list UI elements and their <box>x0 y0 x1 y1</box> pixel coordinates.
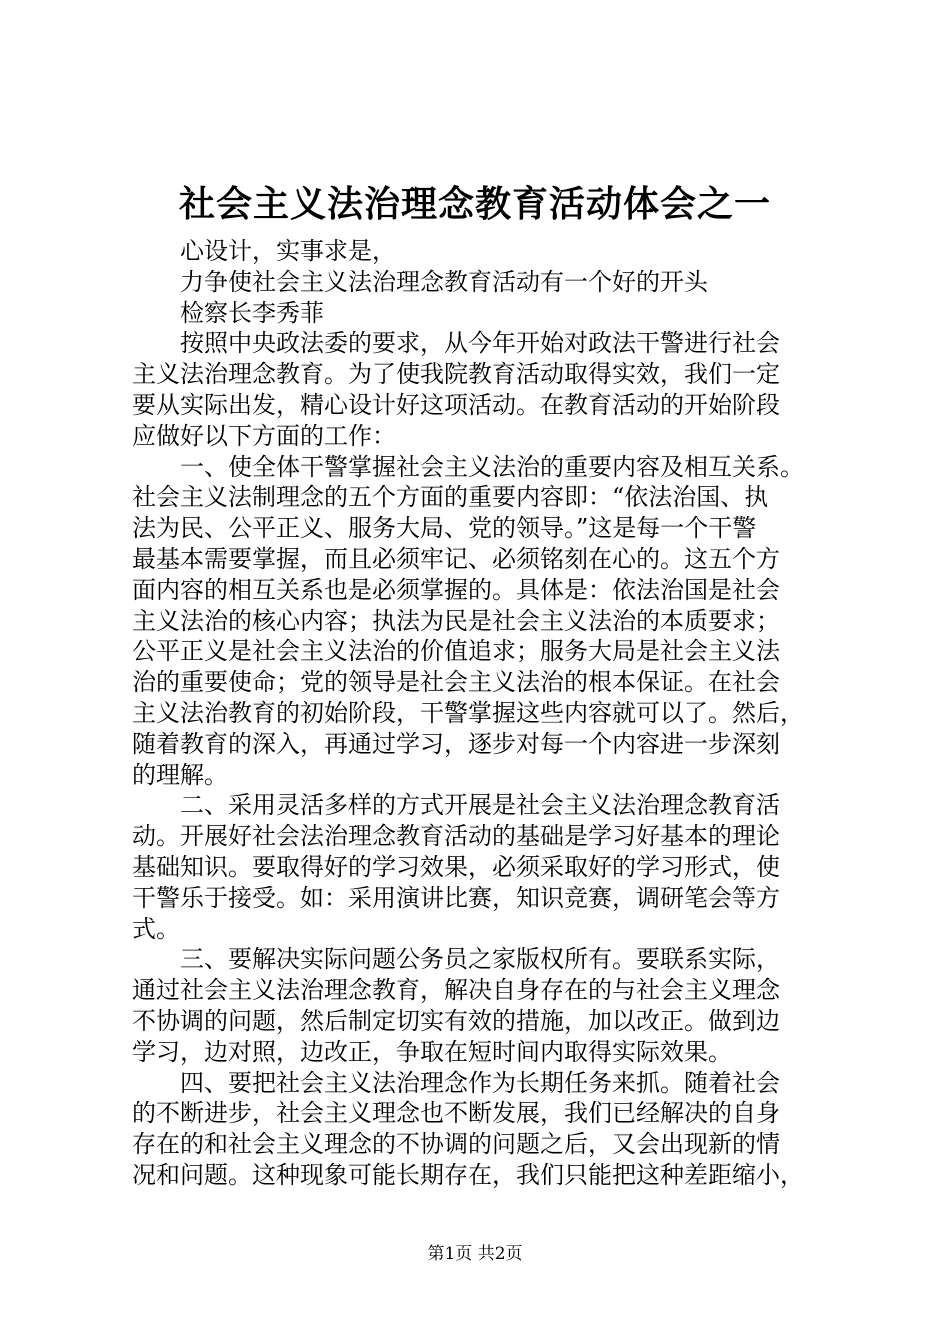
text-line: 要从实际出发，精心设计好这项活动。在教育活动的开始阶段 <box>132 390 780 419</box>
text-line: 的理解。 <box>132 760 228 789</box>
text-line: 三、要解决实际问题公务员之家版权所有。要联系实际， <box>180 945 780 974</box>
text-line: 应做好以下方面的工作： <box>132 421 396 450</box>
text-line: 基础知识。要取得好的学习效果，必须采取好的学习形式，使 <box>132 852 780 881</box>
text-line: 最基本需要掌握，而且必须牢记、必须铭刻在心的。这五个方 <box>132 544 780 573</box>
text-line: 主义法治教育的初始阶段，干警掌握这些内容就可以了。然后， <box>132 698 804 727</box>
text-line: 四、要把社会主义法治理念作为长期任务来抓。随着社会 <box>180 1068 780 1097</box>
text-line: 存在的和社会主义理念的不协调的问题之后，又会出现新的情 <box>132 1130 780 1159</box>
text-line: 按照中央政法委的要求，从今年开始对政法干警进行社会 <box>180 329 780 358</box>
text-line: 通过社会主义法治理念教育，解决自身存在的与社会主义理念 <box>132 976 780 1005</box>
text-line: 治的重要使命；党的领导是社会主义法治的根本保证。在社会 <box>132 668 780 697</box>
text-line: 动。开展好社会法治理念教育活动的基础是学习好基本的理论 <box>132 822 780 851</box>
text-line: 式。 <box>132 914 180 943</box>
document-body <box>132 236 832 1191</box>
text-line: 干警乐于接受。如：采用演讲比赛，知识竞赛，调研笔会等方 <box>132 883 780 912</box>
text-line: 检察长李秀菲 <box>180 298 324 327</box>
text-line: 一、使全体干警掌握社会主义法治的重要内容及相互关系。 <box>180 452 804 481</box>
text-line: 力争使社会主义法治理念教育活动有一个好的开头 <box>180 267 708 296</box>
text-line: 心设计，实事求是， <box>180 237 396 265</box>
text-line: 学习，边对照，边改正，争取在短时间内取得实际效果。 <box>132 1037 732 1066</box>
text-line: 社会主义法制理念的五个方面的重要内容即：“依法治国、执 <box>132 483 769 512</box>
text-line: 况和问题。这种现象可能长期存在，我们只能把这种差距缩小， <box>132 1160 804 1189</box>
text-line: 二、采用灵活多样的方式开展是社会主义法治理念教育活 <box>180 791 780 820</box>
text-line: 主义法治理念教育。为了使我院教育活动取得实效，我们一定 <box>132 360 780 389</box>
text-line: 面内容的相互关系也是必须掌握的。具体是：依法治国是社会 <box>132 575 780 604</box>
text-line: 的不断进步，社会主义理念也不断发展，我们已经解决的自身 <box>132 1099 780 1128</box>
page-footer: 第1页 共2页 <box>427 1244 523 1264</box>
text-line: 不协调的问题，然后制定切实有效的措施，加以改正。做到边 <box>132 1006 780 1035</box>
text-line: 随着教育的深入，再通过学习，逐步对每一个内容进一步深刻 <box>132 729 780 758</box>
document-title: 社会主义法治理念教育活动体会之一 <box>178 183 771 225</box>
text-line: 公平正义是社会主义法治的价值追求；服务大局是社会主义法 <box>132 637 780 666</box>
text-line: 主义法治的核心内容；执法为民是社会主义法治的本质要求； <box>132 606 780 635</box>
text-line: 法为民、公平正义、服务大局、党的领导。”这是每一个干警 <box>132 514 757 543</box>
